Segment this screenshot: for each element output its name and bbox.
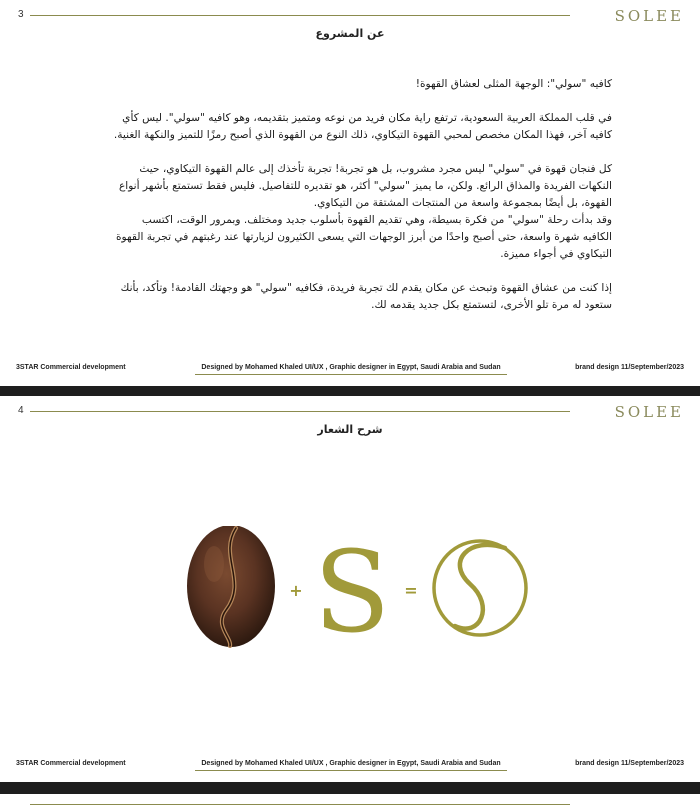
paragraph: وقد بدأت رحلة "سولي" من فكرة بسيطة، وهي تقديم القهوة بأسلوب جديد ومختلف. وبمرور الوقت، اكتسب الكافيه شهرة واسعة، حتى أصبح واحدًا من أبرز الوجهات التي يسعى الكثيرون لزيارتها عند رغبتهم في تجربة القهوة التيكاوي في أجواء مميزة. <box>115 214 612 260</box>
section-title: شرح الشعار <box>317 423 383 436</box>
footer-company: 3STAR Commercial development <box>16 760 126 767</box>
brand-wordmark: SOLEE <box>614 403 684 421</box>
letter-s-mark: S <box>313 528 391 656</box>
section-title: عن المشروع <box>315 27 385 40</box>
brand-wordmark: SOLEE <box>614 7 684 25</box>
about-body <box>112 76 612 331</box>
paragraph: إذا كنت من عشاق القهوة وتبحث عن مكان يقدم لك تجربة فريدة، فكافيه "سولي" هو وجهتك القادمة! وتأكد، بأنك ستعود له مرة تلو الأخرى، لتستمتع بكل جديد يقدمه لك. <box>120 282 612 311</box>
logo-equation-graphic <box>0 526 700 656</box>
header-rule <box>30 15 570 16</box>
header-rule <box>30 411 570 412</box>
page-logo-explanation <box>0 396 700 782</box>
coffee-bean-icon <box>187 526 275 647</box>
equals-sign: = <box>404 581 418 600</box>
footer-date: brand design 11/September/2023 <box>575 364 684 371</box>
paragraph: كل فنجان قهوة في "سولي" ليس مجرد مشروب، بل هو تجربة! تجربة تأخذك إلى عالم القهوة التيكاوي، حيث النكهات الفريدة والمذاق الرائع. ولكن، ما يميز "سولي" أكثر، هو تقديره للتفاصيل. فليس فقط تستمتع بأشهر أنواع القهوة، بل أيضًا بمجموعة واسعة من المنتجات المشتقة من التيكاوي. <box>118 163 612 209</box>
solee-logo-icon <box>434 541 526 635</box>
page-number: 4 <box>18 405 24 416</box>
page-next-partial <box>0 794 700 810</box>
paragraph: في قلب المملكة العربية السعودية، ترتفع راية مكان فريد من نوعه ومتميز بتقديمه، وهو كافيه "سولي". ليس كأي كافيه آخر، فهذا المكان مخصص لمحبي القهوة التيكاوي، ذلك النوع من القهوة الذي أصبح رمزًا للتميز والنكهة الغنية. <box>113 112 612 141</box>
page-number: 3 <box>18 9 24 20</box>
header-rule <box>30 804 570 805</box>
footer-designer: Designed by Mohamed Khaled UI/UX , Graphic designer in Egypt, Saudi Arabia and Sudan <box>195 364 507 375</box>
logo-equation <box>0 526 700 656</box>
plus-sign: + <box>289 581 303 600</box>
footer-company: 3STAR Commercial development <box>16 364 126 371</box>
footer-date: brand design 11/September/2023 <box>575 760 684 767</box>
paragraph: كافيه "سولي": الوجهة المثلى لعشاق القهوة! <box>415 78 612 90</box>
footer-designer: Designed by Mohamed Khaled UI/UX , Graphic designer in Egypt, Saudi Arabia and Sudan <box>195 760 507 771</box>
page-about <box>0 0 700 386</box>
